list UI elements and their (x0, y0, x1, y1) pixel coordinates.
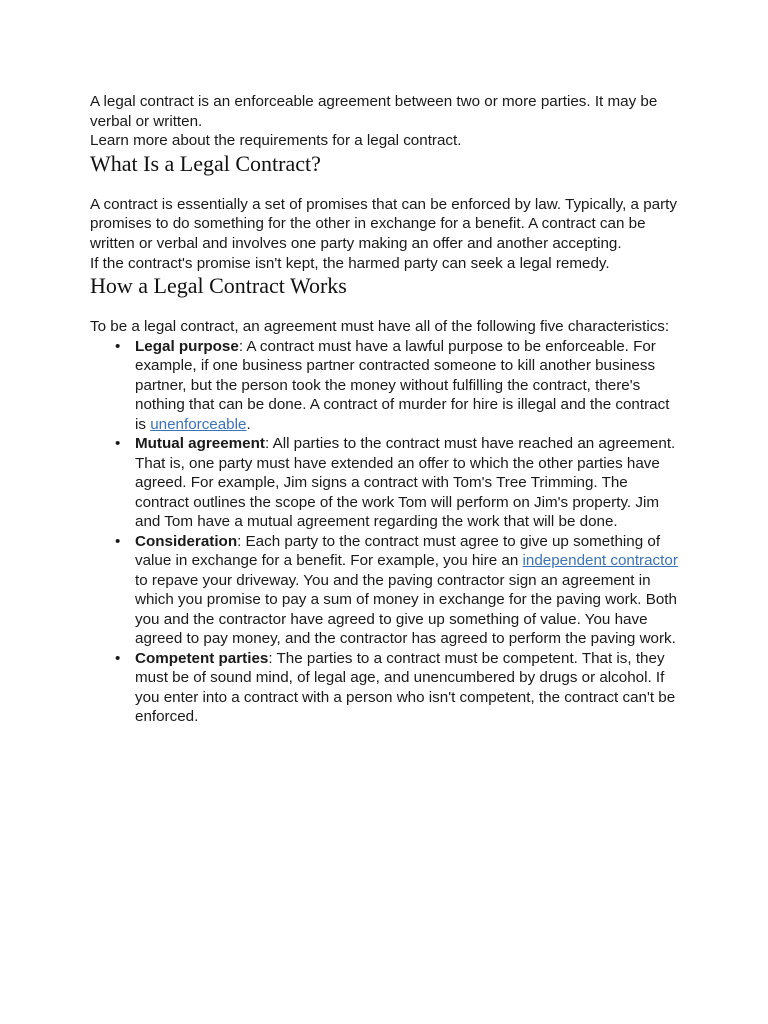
intro-paragraph-1: A legal contract is an enforceable agreement between two or more parties. It may be verbal or written. (90, 93, 658, 130)
list-item-mutual-agreement (115, 434, 680, 532)
list-item-text-end: to repave your driveway. You and the paving contractor sign an agreement in which you promise to pay a sum of money in exchange for the paving work. Both you and the contractor have agreed to give up something of value. You have agreed to pay money, and the contractor has agreed to perform the paving work. (135, 571, 677, 648)
list-item-text: : All parties to the contract must have reached an agreement. That is, one party must have extended an offer to which the other parties have agreed. For example, Jim signs a contract with Tom's Tree Trimming. The contract outlines the scope of the work Tom will perform on Jim's property. Jim and Tom have a mutual agreement regarding the work that will be done. (135, 435, 676, 531)
independent-contractor-link[interactable]: independent contractor (522, 552, 678, 570)
list-item-text-end: . (246, 415, 251, 433)
list-item-term: Competent parties (135, 649, 269, 667)
section1-paragraph-2: If the contract's promise isn't kept, the harmed party can seek a legal remedy. (90, 254, 610, 272)
section-heading-what-is: What Is a Legal Contract? (90, 150, 321, 176)
bullet-icon: • (115, 532, 121, 550)
list-item-legal-purpose (115, 337, 680, 435)
list-item-text: : The parties to a contract must be competent. That is, they must be of sound mind, of legal age, and unencumbered by drugs or alcohol. If you enter into a contract with a person who isn't competent, the contract can't be enforced. (135, 649, 676, 726)
intro-paragraph-2: Learn more about the requirements for a legal contract. (90, 132, 462, 150)
list-item-term: Legal purpose (135, 337, 239, 355)
characteristics-list (90, 337, 680, 727)
bullet-icon: • (115, 435, 121, 453)
section-heading-how-it-works: How a Legal Contract Works (90, 273, 347, 299)
list-item-text: : A contract must have a lawful purpose to be enforceable. For example, if one business partner contracted someone to kill another business partner, but the person took the money without fulfilling the contract, there's nothing that can be done. A contract of murder for hire is illegal and the contract is (135, 337, 670, 433)
list-item-text: : Each party to the contract must agree to give up something of value in exchange for a benefit. For example, you hire an (135, 532, 661, 570)
list-item-competent-parties (115, 649, 680, 727)
list-item-consideration (115, 532, 680, 649)
section1-paragraph-1: A contract is essentially a set of promises that can be enforced by law. Typically, a party promises to do something for the other in exchange for a benefit. A contract can be written or verbal and involves one party making an offer and another accepting. (90, 195, 677, 252)
list-item-term: Consideration (135, 532, 238, 550)
unenforceable-link[interactable]: unenforceable (150, 415, 247, 433)
list-item-term: Mutual agreement (135, 435, 265, 453)
bullet-icon: • (115, 337, 121, 355)
section2-paragraph-1: To be a legal contract, an agreement must have all of the following five characteristics: (90, 318, 670, 336)
bullet-icon: • (115, 649, 121, 667)
